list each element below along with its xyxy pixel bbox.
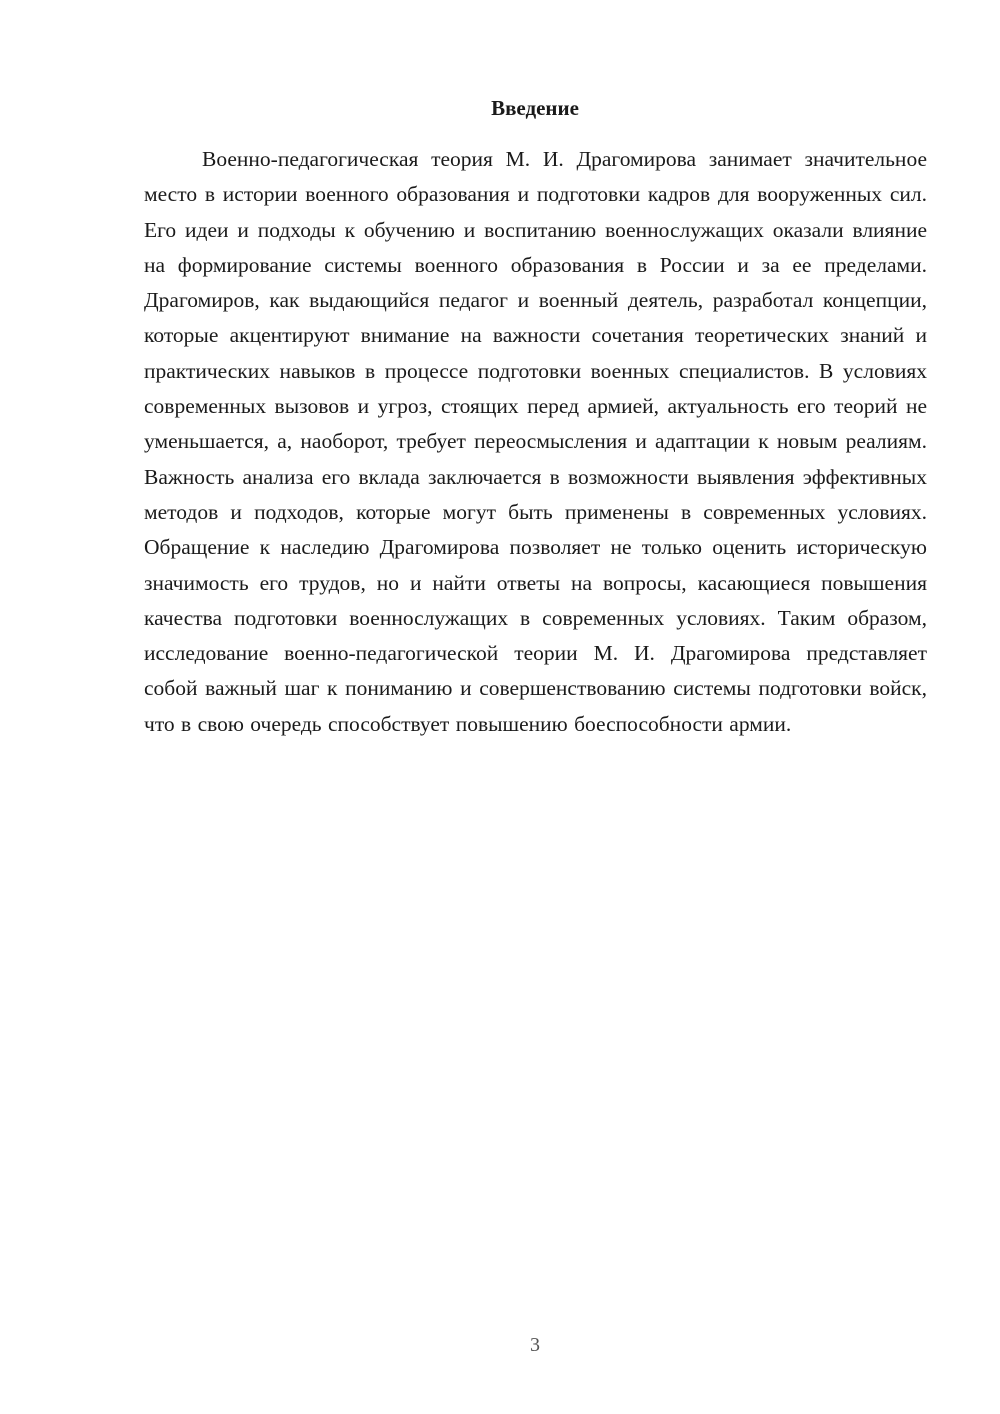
introduction-paragraph: Военно-педагогическая теория М. И. Драгомирова занимает значительное место в истории военного образования и подготовки кадров для вооруженных сил. Его идеи и подходы к обучению и воспитанию военнослужащих оказали влияние на формирование системы военного образования в России и за ее пределами. Драгомиров, как выдающийся педагог и военный деятель, разработал концепции, которые акцентируют внимание на важности сочетания теоретических знаний и практических навыков в процессе подготовки военных специалистов. В условиях современных вызовов и угроз, стоящих перед армией, актуальность его теорий не уменьшается, а, наоборот, требует переосмысления и адаптации к новым реалиям. Важность анализа его вклада заключается в возможности выявления эффективных методов и подходов, которые могут быть применены в современных условиях. Обращение к наследию Драгомирова позволяет не только оценить историческую значимость его трудов, но и найти ответы на вопросы, касающиеся повышения качества подготовки военнослужащих в современных условиях. Таким образом, исследование военно-педагогической теории М. И. Драгомирова представляет собой важный шаг к пониманию и совершенствованию системы подготовки войск, что в свою очередь способствует повышению боеспособности армии. bbox=[144, 147, 927, 736]
page-number: 3 bbox=[530, 1334, 540, 1356]
section-heading: Введение bbox=[491, 96, 579, 120]
